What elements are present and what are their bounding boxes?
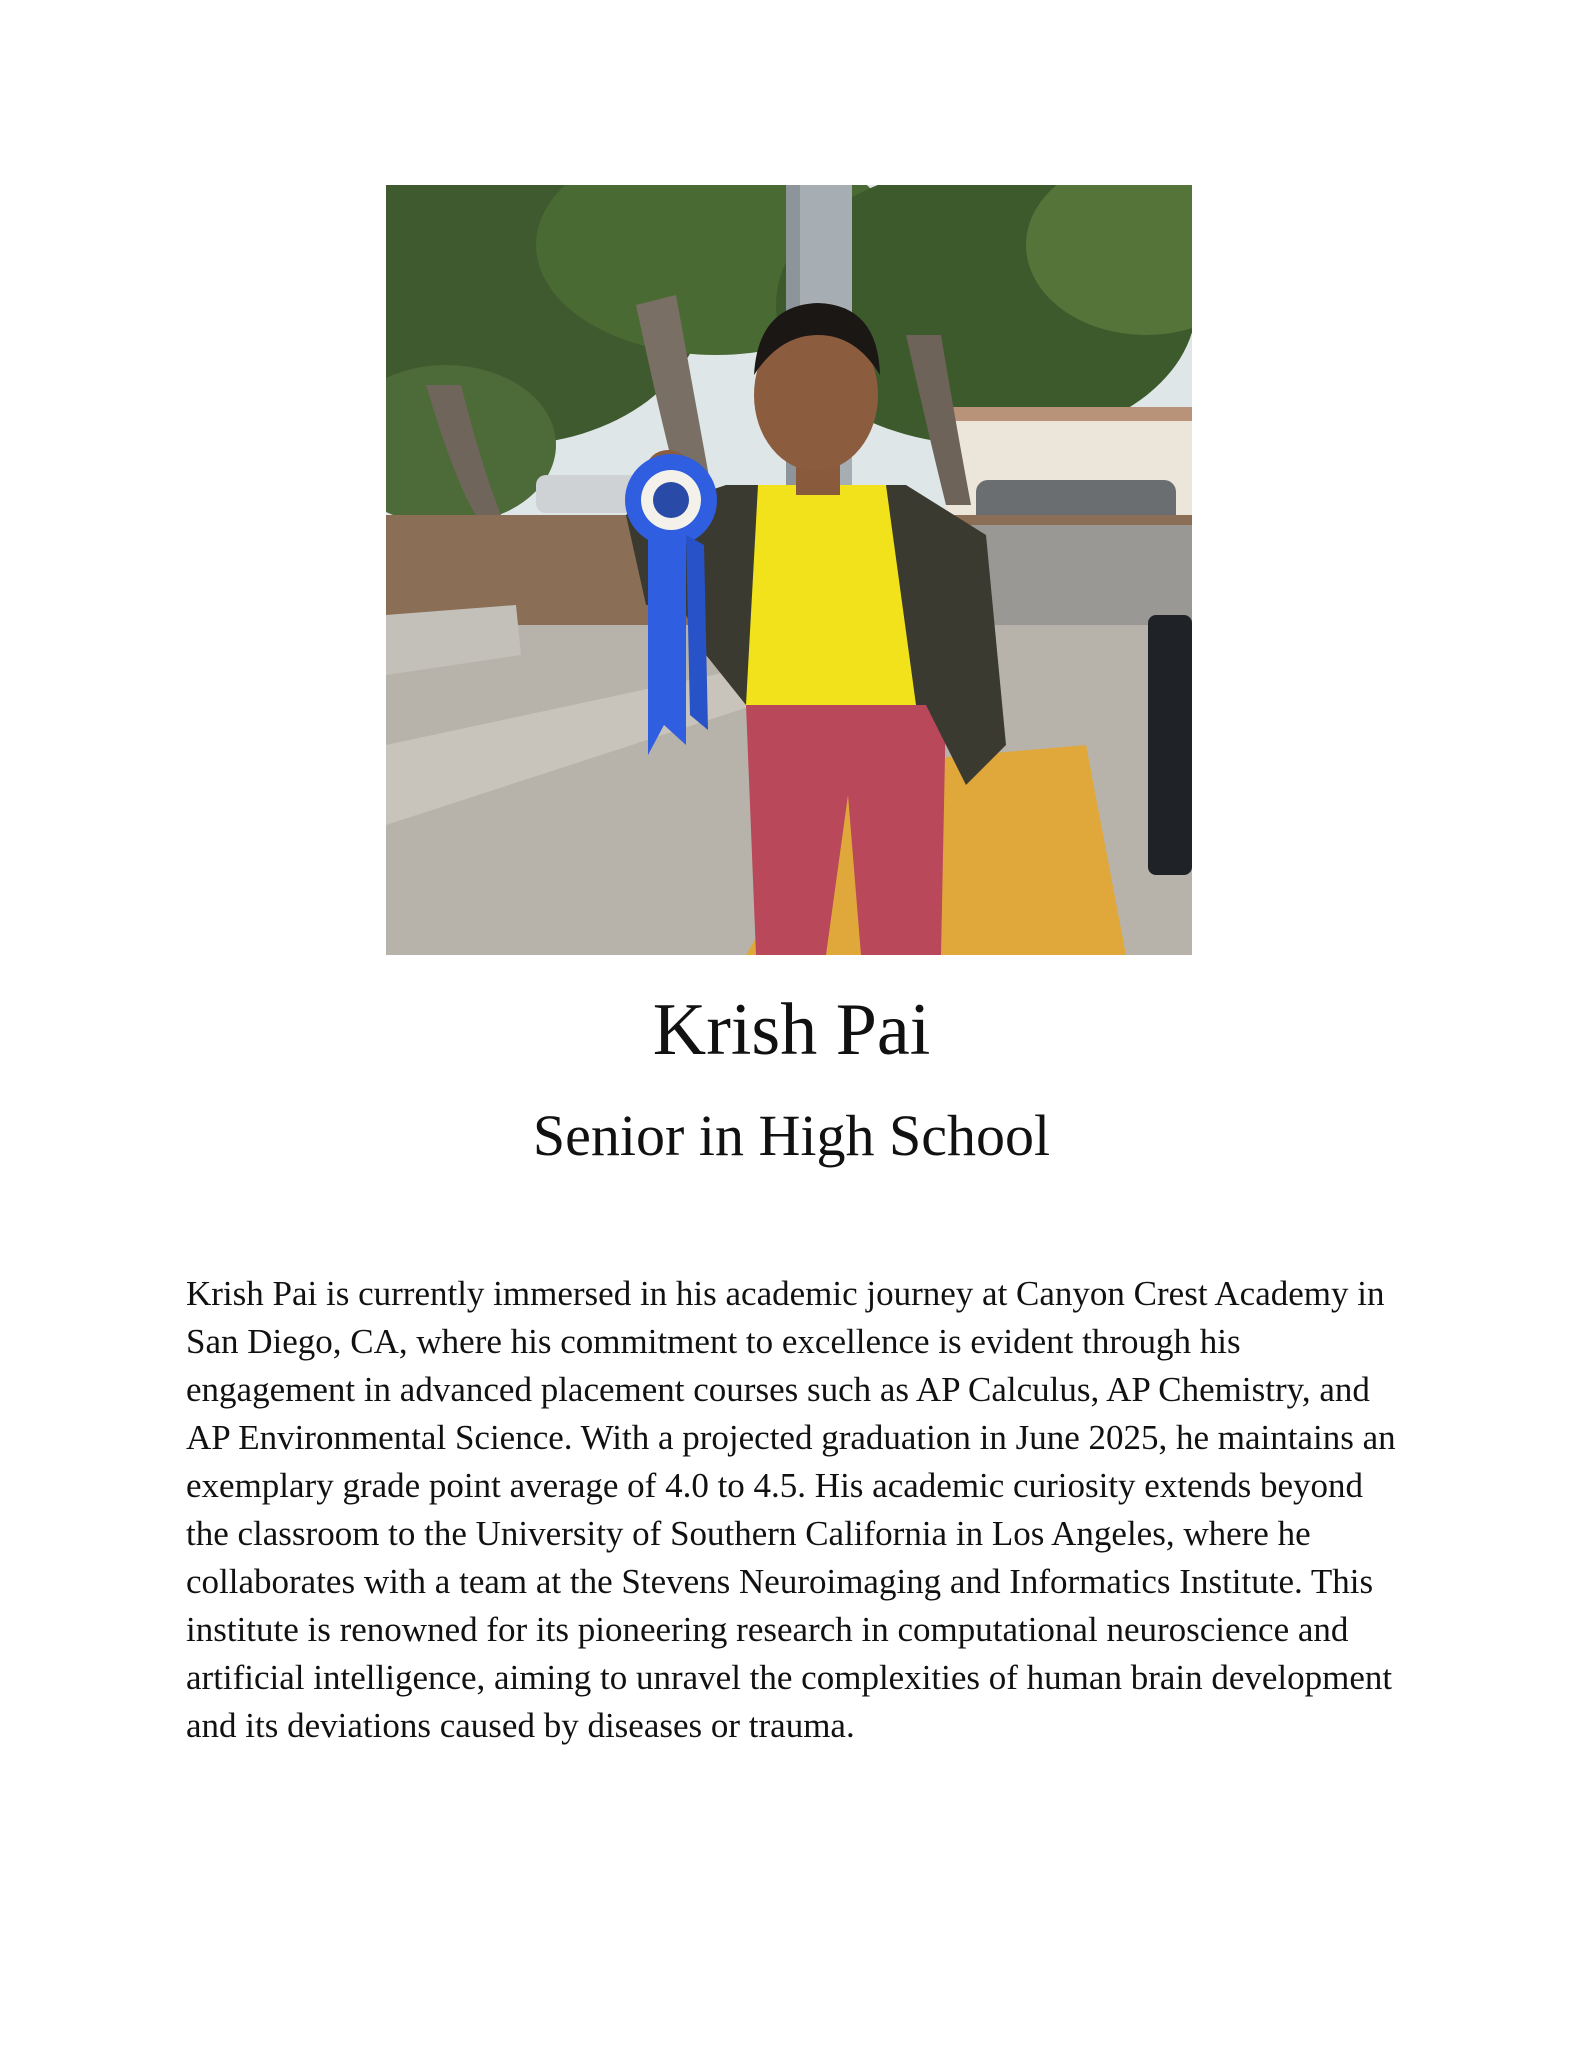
bio-paragraph: Krish Pai is currently immersed in his academic journey at Canyon Crest Academy in San Diego, CA, where his commitment to excellence is evident through his engagement in advanced placement courses such as AP Calculus, AP Chemistry, and AP Environmental Science. With a projected graduation in June 2025, he maintains an exemplary grade point average of 4.0 to 4.5. His academic curiosity extends beyond the classroom to the University of Southern California in Los Angeles, where he collaborates with a team at the Stevens Neuroimaging and Informatics Institute. This institute is renowned for its pioneering research in computational neuroscience and artificial intelligence, aiming to unravel the complexities of human brain development and its deviations caused by diseases or trauma. (186, 1274, 1396, 1745)
person-name: Krish Pai (652, 989, 931, 1071)
profile-photo (386, 185, 1192, 955)
person-title: Senior in High School (532, 1103, 1051, 1168)
